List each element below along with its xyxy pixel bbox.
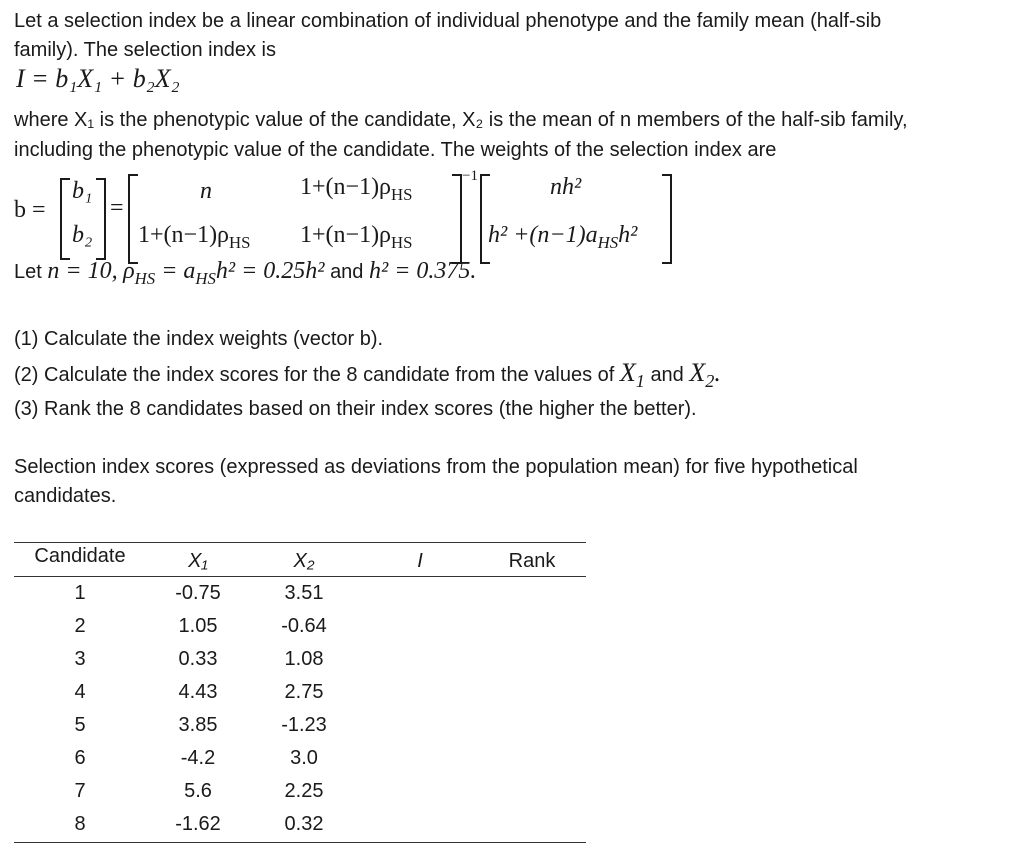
- question-2: (2) Calculate the index scores for the 8 candidate from the values of $X_1$ and $X_2$.: [14, 358, 721, 392]
- header-candidate: Candidate: [34, 545, 126, 567]
- cell-x2: 2.75: [284, 681, 324, 703]
- cell-x1: -1.62: [175, 813, 221, 835]
- where-line-2: including the phenotypic value of the candidate. The weights of the selection index are: [14, 139, 777, 161]
- matrix-right-bracket: [452, 174, 462, 264]
- cell-x1: 4.43: [178, 681, 218, 703]
- cell-x1: 0.33: [178, 648, 218, 670]
- intro-line-1: Let a selection index be a linear combination of individual phenotype and the family mean (half-sib: [14, 10, 882, 32]
- index-equation: I = b₁X₁ + b₂X₂: [16, 64, 180, 93]
- inverse-exponent: −1: [462, 168, 478, 184]
- matrix-cell-12: $1+(n-1)\rho_{HS}$: [300, 174, 413, 204]
- cell-x2: 0.32: [284, 813, 324, 835]
- matrix-left-bracket: [128, 174, 138, 264]
- cell-candidate: 6: [74, 747, 86, 769]
- caption-line-1: Selection index scores (expressed as deviations from the population mean) for five hypothetical: [14, 456, 858, 478]
- cell-candidate: 2: [74, 615, 86, 637]
- cell-x1: -4.2: [180, 747, 216, 769]
- cell-candidate: 8: [74, 813, 86, 835]
- params-line: [14, 256, 476, 294]
- cell-x2: 3.0: [290, 747, 318, 769]
- b-vector-right-bracket: [96, 178, 106, 260]
- question-3: (3) Rank the 8 candidates based on their index scores (the higher the better).: [14, 398, 697, 420]
- cell-candidate: 7: [74, 780, 86, 802]
- rho-hs: $\rho_{HS} = a_{HS}h^2 = 0.25h^2$: [123, 258, 325, 288]
- b-vector-left-bracket: [60, 178, 70, 260]
- cell-candidate: 5: [74, 714, 86, 736]
- caption-line-2: candidates.: [14, 485, 117, 507]
- cell-candidate: 3: [74, 648, 86, 670]
- b1: b₁: [72, 178, 93, 204]
- table-header-rule: [14, 576, 586, 577]
- b-lhs: b =: [14, 197, 46, 223]
- matrix-cell-22: $1+(n-1)\rho_{HS}$: [300, 222, 413, 252]
- params-prefix: Let: [14, 261, 42, 283]
- params-and: and: [330, 261, 364, 283]
- cell-x1: 5.6: [184, 780, 212, 802]
- vector-right-bracket: [662, 174, 672, 264]
- cell-candidate: 1: [74, 582, 86, 604]
- cell-x2: -1.23: [281, 714, 327, 736]
- n-value: n = 10,: [47, 258, 118, 284]
- h2-value: h² = 0.375.: [369, 258, 477, 284]
- cell-x1: -0.75: [175, 582, 221, 604]
- header-x1: X₁: [188, 550, 208, 572]
- intro-line-2: family). The selection index is: [14, 39, 276, 61]
- question-1: (1) Calculate the index weights (vector b).: [14, 328, 384, 350]
- x2-symbol: $X_2$.: [689, 358, 721, 392]
- matrix-cell-21: $1+(n-1)\rho_{HS}$: [138, 222, 251, 252]
- vector-cell-1: nh²: [550, 174, 582, 200]
- header-rank: Rank: [508, 550, 556, 572]
- cell-x2: 1.08: [284, 648, 324, 670]
- table-top-rule: [14, 542, 586, 543]
- cell-x1: 3.85: [178, 714, 218, 736]
- x1-symbol: $X_1$: [619, 358, 645, 392]
- b2: b₂: [72, 222, 93, 248]
- cell-x2: -0.64: [281, 615, 327, 637]
- header-index: I: [417, 550, 423, 572]
- cell-candidate: 4: [74, 681, 86, 703]
- vector-cell-2: $h^2 +(n-1)a_{HS}h^2$: [488, 222, 638, 252]
- equals-sign: =: [110, 195, 124, 221]
- where-line-1: where X₁ is the phenotypic value of the candidate, X₂ is the mean of n members of the half-sib family,: [14, 109, 908, 131]
- header-x2: X₂: [293, 550, 315, 572]
- matrix-cell-11: n: [200, 178, 212, 204]
- cell-x2: 2.25: [284, 780, 324, 802]
- cell-x1: 1.05: [178, 615, 218, 637]
- cell-x2: 3.51: [284, 582, 324, 604]
- table-bottom-rule: [14, 842, 586, 843]
